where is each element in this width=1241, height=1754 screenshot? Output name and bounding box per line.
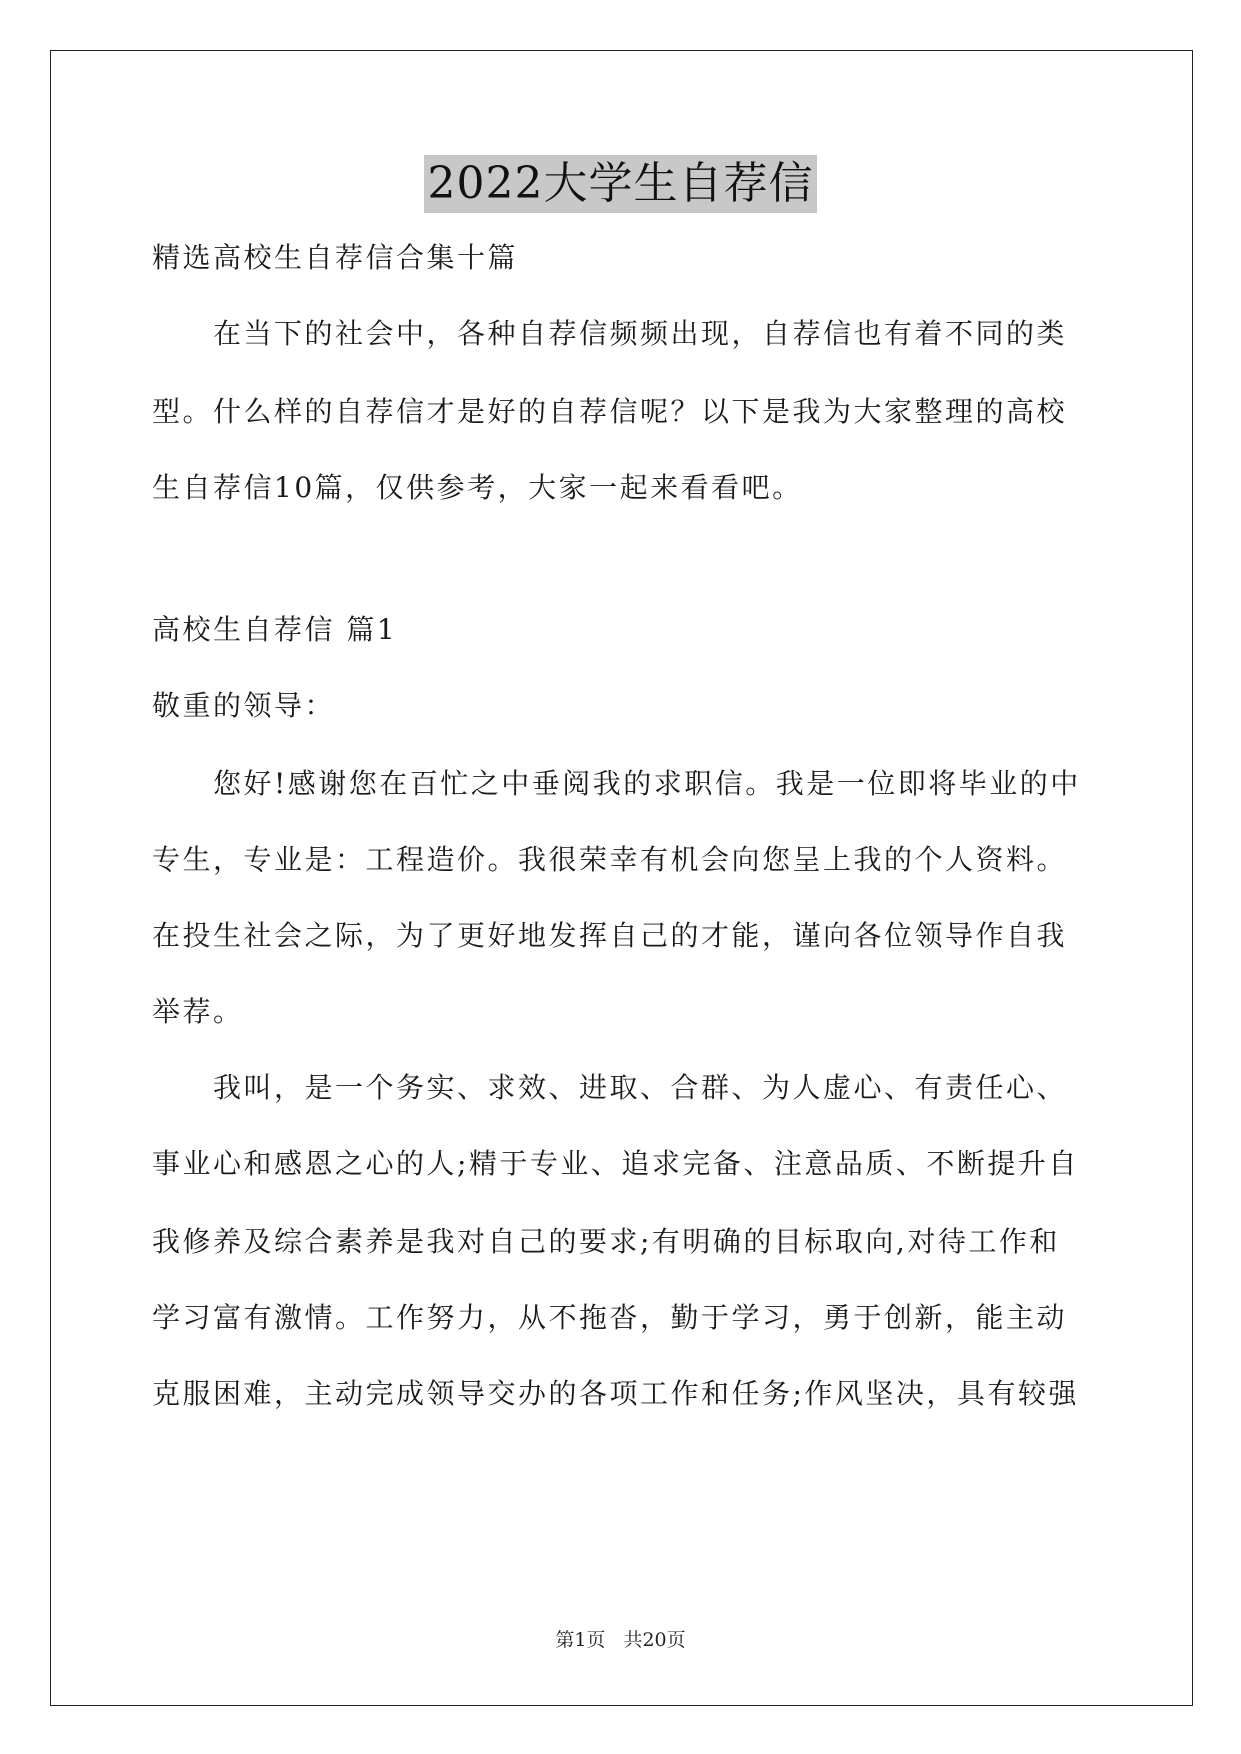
salutation-line: 敬重的领导：	[152, 689, 336, 722]
body-line: 学习富有激情。工作努力，从不拖沓，勤于学习，勇于创新，能主动	[152, 1301, 1068, 1334]
page-total: 共20页	[623, 1629, 686, 1651]
page-footer	[0, 1628, 1241, 1652]
page-border	[50, 50, 1193, 1706]
body-line: 您好!感谢您在百忙之中垂阅我的求职信。我是一位即将毕业的中	[152, 767, 1081, 800]
document-title: 2022大学生自荐信	[424, 155, 818, 213]
body-line: 在投生社会之际，为了更好地发挥自己的才能，谨向各位领导作自我	[152, 919, 1068, 952]
subtitle-line: 精选高校生自荐信合集十篇	[152, 241, 519, 274]
body-line: 专生，专业是：工程造价。我很荣幸有机会向您呈上我的个人资料。	[152, 843, 1068, 876]
body-line: 克服困难，主动完成领导交办的各项工作和任务;作风坚决，具有较强	[152, 1377, 1079, 1410]
body-line: 生自荐信10篇，仅供参考，大家一起来看看吧。	[152, 471, 803, 504]
body-line: 举荐。	[152, 995, 244, 1028]
body-line: 我修养及综合素养是我对自己的要求;有明确的目标取向,对待工作和	[152, 1225, 1060, 1258]
body-line: 型。什么样的自荐信才是好的自荐信呢？以下是我为大家整理的高校	[152, 395, 1068, 428]
body-line: 在当下的社会中，各种自荐信频频出现，自荐信也有着不同的类	[152, 317, 1068, 350]
section-heading: 高校生自荐信 篇1	[152, 613, 398, 646]
body-line: 事业心和感恩之心的人;精于专业、追求完备、注意品质、不断提升自	[152, 1147, 1079, 1180]
title-container	[0, 155, 1241, 213]
page-number: 第1页	[555, 1629, 606, 1651]
body-line: 我叫，是一个务实、求效、进取、合群、为人虚心、有责任心、	[152, 1071, 1068, 1104]
